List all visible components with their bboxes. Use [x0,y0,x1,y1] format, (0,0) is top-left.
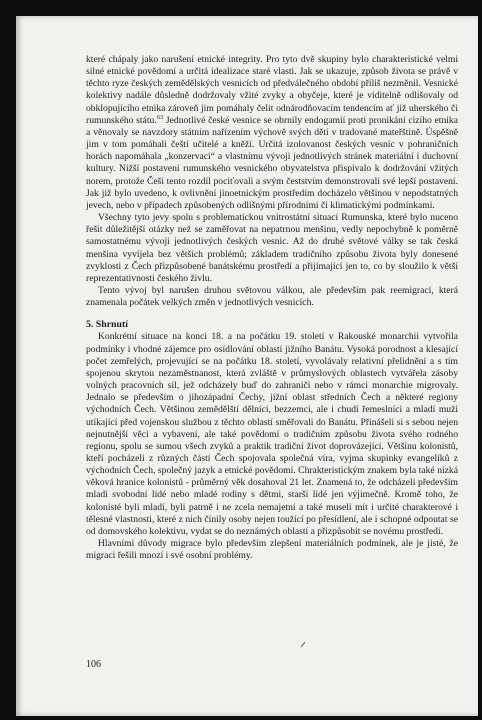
paragraph-1 [86,54,458,212]
section-heading: 5. Shrnutí [86,319,128,331]
paragraph-2: Všechny tyto jevy spolu s problematickou vnitrostátní situací Rumunska, které bylo nuceno řešit důležitější otázky než se zaměřovat na nepatrnou menšinu, vedly nepochybně k poměrně samostatnému vývoji jednotlivých českých vesnic. Až do druhé světové války se tak česká menšina vyvíjela bez větších problémů; základem tradičního způsobu života byly donesené zvyklosti z Čech přizpůsobené banátskému prostředí a přijímající jen to, co by sloužilo k větší reprezentativnosti českého živlu. [86,212,458,284]
paragraph-1-text-cont: Jednotlivé české vesnice se obrnily endogamií proti pronikání cizího etnika a věnovaly se navzdory státním nařízením výchově svých dětí v tradované mateřštině. Úspěšně jim v tom pomáhali čeští učitelé a kněží. Určitá izolovanost českých vesnic v pohraničních horách napomáhala „konzervaci“ a vlastnímu vývoji jednotlivých stránek materiální i duchovní kultury. Nižší postavení rumunského vesnického obyvatelstva přispívalo k dodržování vžitých norem, protože Češi tento rozdíl pociťovali a svým čeststvím demonstrovali své lepší postavení. Jak již bylo uvedeno, k ovlivnění jinoetnickým prostředím docházelo většinou v nepodstatných jevech, nebo v případech způsobených odlišnými přírodními či klimatickými podmínkami. [86,114,458,211]
page-text-block [86,54,458,562]
summary-paragraph-2: Hlavními důvody migrace bylo především zlepšení materiálních podmínek, ale je jisté, že migraci řešili mnozí i své osobní problémy. [86,538,458,562]
footnote-ref-63[interactable]: 63 [156,113,164,121]
page-number: 106 [86,659,101,670]
summary-paragraph-1: Konkrétní situace na konci 18. a na počátku 19. století v Rakouské monarchii vytvořila podmínky i vhodné zájemce pro osídlování oblastí jižního Banátu. Vysoká porodnost a klesající počet zemřelých, projevující se na počátku 18. století, vyvolávaly relativní přelidnění a s tím spojenou skrytou nezaměstnanost, která zvláště v průmyslových oblastech vytvářela zásoby volných pracovních sil, jež odcházely buď do zahraničí nebo v rámci monarchie migrovaly. Jednalo se především o jihozápadní Čechy, jižní oblast středních Čech a některé regiony východních Čech. Většinou zemědělští dělníci, bezzemci, ale i chudí řemeslníci a mladí muži utíkající před vojenskou službou z těchto oblastí směřovali do Banátu. Přinášeli si s sebou nejen nejnutnější věci a vybavení, ale také povědomí o tradičním způsobu života svého rodného regionu, spolu se sumou všech zvyků a praktik tradiční život doprovázející. Většinu kolonistů, kteří pocházeli z různých částí Čech spojovala společná víra, vyjma skupinky evangelíků z východních Čech, společný jazyk a etnické povědomí. Chrakteristickým znakem byla také nízká věková hranice kolonistů - průměrný věk dosahoval 21 let. Znamená to, že odcházeli především mladí svobodní lidé nebo mladé rodiny s dětmi, starší lidé jen výjimečně. Kromě toho, že kolonisté byli mladí, byli patrně i ne zcela nemajetní a také museli mít i určité charakterové i tělesné vlastnosti, které z nich činily osoby nejen toužící po přesídlení, ale i schopné odpoutat se od domovského kolektivu, vydat se do neznámých oblastí a přizpůsobit se novému prostředí. [86,331,458,537]
paragraph-1-text: které chápaly jako narušení etnické integrity. Pro tyto dvě skupiny bylo charakteristické velmi silné etnické povědomí a určitá idealizace staré vlasti. Jak se ukazuje, způsob života se právě v těchto ryze českých zemědělských vesnicích od předválečného období příliš nezměnil. Vesnické kolektivy nadále důsledně dodržovaly vžité zvyky a obyčeje, které je viditelně odlišovaly od obklopujícího etnika zároveň jim pomáhaly čelit odnárodňovacím tendencím ať již uherského či rumunského státu. [86,54,458,126]
book-page [16,16,478,716]
pencil-mark [301,642,306,647]
paragraph-3: Tento vývoj byl narušen druhou světovou válkou, ale především pak reemigrací, která znamenala počátek velkých změn v jednotlivých vesnicích. [86,284,458,309]
